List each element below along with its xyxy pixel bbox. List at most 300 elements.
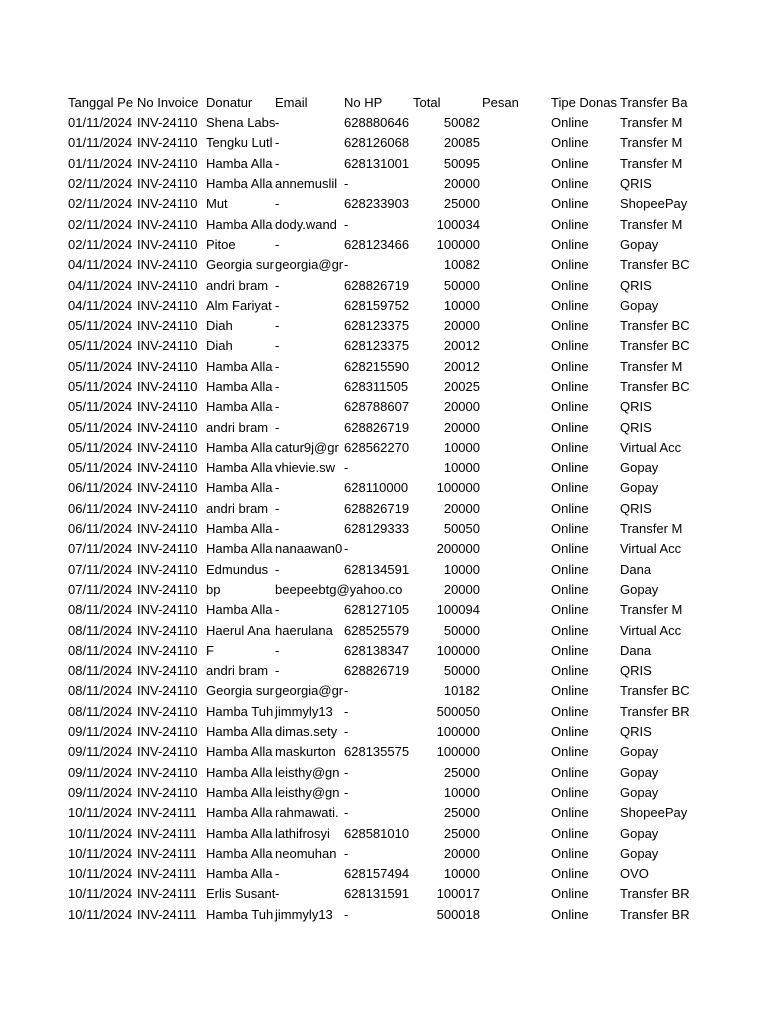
cell-phone: 628126068	[344, 135, 410, 151]
cell-type: Online	[551, 460, 589, 476]
cell-type: Online	[551, 805, 589, 821]
cell-invoice: INV-24110	[137, 236, 198, 252]
cell-phone: 628159752	[344, 297, 410, 313]
cell-donor: F	[206, 642, 214, 658]
cell-type: Online	[551, 480, 589, 496]
table-row	[68, 275, 688, 295]
table-row	[68, 661, 688, 681]
cell-invoice: INV-24110	[137, 724, 198, 740]
cell-type: Online	[551, 886, 589, 902]
cell-transfer: Transfer BC	[620, 318, 690, 334]
cell-donor: Georgia sur	[206, 257, 274, 273]
cell-email: georgia@gr	[275, 683, 344, 699]
cell-message	[482, 154, 551, 174]
cell-type: Online	[551, 683, 589, 699]
cell-date: 07/11/2024	[68, 561, 133, 577]
cell-phone: 628581010	[344, 825, 410, 841]
cell-date: 08/11/2024	[68, 642, 133, 658]
cell-email: -	[275, 561, 280, 577]
cell-type: Online	[551, 115, 589, 131]
cell-email: haerulana	[275, 622, 333, 638]
cell-donor: andri bram	[206, 663, 269, 679]
cell-date: 06/11/2024	[68, 521, 133, 537]
cell-type: Online	[551, 602, 589, 618]
cell-phone: 628135575	[344, 744, 410, 760]
cell-invoice: INV-24110	[137, 744, 198, 760]
cell-total: 10000	[443, 784, 480, 800]
cell-transfer: Transfer BC	[620, 683, 690, 699]
cell-invoice: INV-24110	[137, 480, 198, 496]
cell-phone: 628129333	[344, 521, 410, 537]
cell-total: 50095	[443, 155, 480, 171]
table-row	[68, 214, 688, 234]
cell-phone: -	[344, 805, 349, 821]
cell-total: 10000	[443, 561, 480, 577]
cell-type: Online	[551, 581, 589, 597]
cell-donor: andri bram	[206, 419, 269, 435]
table-row	[68, 499, 688, 519]
cell-email: dimas.sety	[275, 724, 338, 740]
cell-donor: Hamba Alla	[206, 866, 273, 882]
cell-donor: Hamba Alla	[206, 784, 273, 800]
cell-email: -	[275, 419, 280, 435]
column-header-invoice: No Invoice	[137, 94, 199, 110]
cell-date: 08/11/2024	[68, 622, 133, 638]
cell-message	[482, 194, 551, 214]
cell-date: 05/11/2024	[68, 338, 133, 354]
cell-total: 10000	[443, 866, 480, 882]
cell-total: 20000	[443, 581, 480, 597]
cell-type: Online	[551, 521, 589, 537]
cell-donor: Georgia sur	[206, 683, 274, 699]
cell-total: 10000	[443, 439, 480, 455]
cell-phone: 628562270	[344, 439, 410, 455]
table-row	[68, 357, 688, 377]
cell-invoice: INV-24111	[137, 805, 197, 821]
cell-transfer: QRIS	[620, 399, 652, 415]
cell-email: -	[275, 602, 280, 618]
cell-total: 100094	[436, 602, 480, 618]
cell-date: 07/11/2024	[68, 541, 133, 557]
cell-email: -	[275, 135, 280, 151]
cell-invoice: INV-24110	[137, 581, 198, 597]
cell-phone: -	[344, 683, 349, 699]
cell-date: 10/11/2024	[68, 886, 133, 902]
table-row	[68, 905, 688, 925]
cell-transfer: Gopay	[620, 825, 659, 841]
cell-email: -	[275, 236, 280, 252]
cell-phone: 628826719	[344, 277, 410, 293]
cell-email: -	[275, 297, 280, 313]
table-row	[68, 174, 688, 194]
cell-transfer: Transfer M	[620, 135, 683, 151]
cell-total: 25000	[443, 805, 480, 821]
table-row	[68, 600, 688, 620]
cell-email: neomuhan	[275, 845, 337, 861]
cell-invoice: INV-24110	[137, 196, 198, 212]
cell-invoice: INV-24110	[137, 257, 198, 273]
cell-invoice: INV-24110	[137, 318, 198, 334]
cell-date: 05/11/2024	[68, 460, 133, 476]
cell-invoice: INV-24110	[137, 135, 198, 151]
cell-date: 01/11/2024	[68, 115, 133, 131]
cell-invoice: INV-24110	[137, 663, 198, 679]
cell-email: -	[275, 886, 280, 902]
cell-phone: 628788607	[344, 399, 410, 415]
cell-type: Online	[551, 358, 589, 374]
cell-phone: -	[344, 541, 349, 557]
table-row	[68, 864, 688, 884]
cell-date: 09/11/2024	[68, 764, 133, 780]
cell-total: 20012	[443, 358, 480, 374]
cell-donor: Edmundus	[206, 561, 269, 577]
cell-transfer: QRIS	[620, 724, 652, 740]
cell-phone: 628525579	[344, 622, 410, 638]
table-row	[68, 113, 688, 133]
cell-transfer: QRIS	[620, 419, 652, 435]
cell-message	[482, 763, 551, 783]
cell-invoice: INV-24110	[137, 216, 198, 232]
cell-donor: bp	[206, 581, 221, 597]
column-header-date: Tanggal Pe	[68, 94, 134, 110]
cell-donor: Hamba Tuh	[206, 703, 274, 719]
cell-phone: 628826719	[344, 419, 410, 435]
cell-transfer: Transfer BC	[620, 257, 690, 273]
cell-donor: Mut	[206, 196, 228, 212]
cell-message	[482, 560, 551, 580]
cell-email: -	[275, 399, 280, 415]
cell-email: rahmawati.	[275, 805, 339, 821]
cell-phone: 628131591	[344, 886, 410, 902]
cell-invoice: INV-24111	[137, 845, 197, 861]
cell-date: 05/11/2024	[68, 399, 133, 415]
cell-invoice: INV-24110	[137, 277, 198, 293]
cell-message	[482, 519, 551, 539]
column-header-type: Tipe Donas	[551, 94, 617, 110]
cell-date: 01/11/2024	[68, 155, 133, 171]
cell-invoice: INV-24110	[137, 703, 198, 719]
cell-invoice: INV-24110	[137, 176, 198, 192]
cell-date: 04/11/2024	[68, 257, 133, 273]
cell-message	[482, 275, 551, 295]
cell-total: 25000	[443, 196, 480, 212]
table-row	[68, 823, 688, 843]
cell-total: 10082	[443, 257, 480, 273]
cell-type: Online	[551, 196, 589, 212]
cell-transfer: Transfer BC	[620, 379, 690, 394]
cell-transfer: Gopay	[620, 236, 659, 252]
cell-invoice: INV-24111	[137, 906, 197, 922]
column-header-phone: No HP	[344, 94, 383, 110]
cell-email: -	[275, 663, 280, 679]
cell-total: 500018	[436, 906, 480, 922]
cell-invoice: INV-24110	[137, 561, 198, 577]
cell-donor: Hamba Alla	[206, 379, 273, 394]
cell-date: 09/11/2024	[68, 744, 133, 760]
cell-message	[482, 661, 551, 681]
cell-email: -	[275, 115, 280, 131]
cell-invoice: INV-24110	[137, 399, 198, 415]
cell-email: -	[275, 379, 280, 394]
cell-total: 20000	[443, 419, 480, 435]
cell-date: 02/11/2024	[68, 176, 133, 192]
cell-donor: Pitoe	[206, 236, 236, 252]
cell-donor: Hamba Alla	[206, 764, 273, 780]
cell-type: Online	[551, 622, 589, 638]
cell-type: Online	[551, 399, 589, 415]
cell-type: Online	[551, 642, 589, 658]
cell-donor: Hamba Alla	[206, 439, 273, 455]
cell-type: Online	[551, 176, 589, 192]
cell-donor: Hamba Alla	[206, 480, 273, 496]
cell-invoice: INV-24110	[137, 683, 198, 699]
cell-total: 25000	[443, 825, 480, 841]
cell-date: 08/11/2024	[68, 703, 133, 719]
cell-invoice: INV-24110	[137, 541, 198, 557]
cell-phone: 628311505	[344, 379, 409, 394]
cell-type: Online	[551, 724, 589, 740]
cell-transfer: Virtual Acc	[620, 622, 682, 638]
cell-total: 100000	[436, 724, 480, 740]
cell-invoice: INV-24110	[137, 622, 198, 638]
cell-invoice: INV-24110	[137, 784, 198, 800]
cell-message	[482, 174, 551, 194]
cell-email: -	[275, 358, 280, 374]
cell-type: Online	[551, 439, 589, 455]
cell-type: Online	[551, 236, 589, 252]
cell-transfer: Transfer BC	[620, 338, 690, 354]
cell-message	[482, 641, 551, 661]
cell-date: 10/11/2024	[68, 805, 133, 821]
cell-type: Online	[551, 216, 589, 232]
column-header-email: Email	[275, 94, 308, 110]
cell-transfer: Transfer M	[620, 216, 683, 232]
table-row	[68, 641, 688, 661]
cell-total: 20000	[443, 176, 480, 192]
cell-donor: Diah	[206, 338, 233, 354]
cell-message	[482, 681, 551, 701]
cell-transfer: Dana	[620, 561, 652, 577]
cell-phone: -	[344, 176, 349, 192]
cell-message	[482, 133, 551, 153]
cell-email: beepeebtg@yahoo.co	[275, 581, 403, 597]
cell-invoice: INV-24111	[137, 866, 197, 882]
table-row	[68, 783, 688, 803]
cell-transfer: OVO	[620, 866, 649, 882]
table-row	[68, 133, 688, 153]
cell-email: -	[275, 480, 280, 496]
cell-email: maskurton	[275, 744, 336, 760]
cell-phone: 628157494	[344, 866, 410, 882]
cell-total: 100000	[436, 744, 480, 760]
cell-transfer: Transfer M	[620, 602, 683, 618]
cell-type: Online	[551, 135, 589, 151]
cell-total: 20000	[443, 845, 480, 861]
cell-transfer: Gopay	[620, 744, 659, 760]
cell-date: 10/11/2024	[68, 825, 133, 841]
cell-message	[482, 336, 551, 356]
cell-donor: Hamba Alla	[206, 399, 273, 415]
cell-email: -	[275, 500, 280, 516]
cell-message	[482, 580, 551, 600]
cell-total: 50000	[443, 622, 480, 638]
cell-phone: -	[344, 703, 349, 719]
cell-donor: Hamba Alla	[206, 358, 273, 374]
table-row	[68, 255, 688, 275]
cell-type: Online	[551, 744, 589, 760]
cell-date: 02/11/2024	[68, 196, 133, 212]
cell-invoice: INV-24110	[137, 642, 198, 658]
cell-email: -	[275, 196, 280, 212]
cell-phone: -	[344, 764, 349, 780]
table-row	[68, 417, 688, 437]
cell-phone: 628233903	[344, 196, 410, 212]
column-header-total: Total	[413, 94, 441, 110]
cell-total: 100000	[436, 480, 480, 496]
cell-date: 05/11/2024	[68, 379, 133, 394]
table-row	[68, 194, 688, 214]
cell-phone: -	[344, 460, 349, 476]
cell-phone: 628826719	[344, 663, 410, 679]
cell-date: 08/11/2024	[68, 683, 133, 699]
cell-email: nanaawan0	[275, 541, 343, 557]
cell-donor: Hamba Alla	[206, 460, 273, 476]
cell-total: 100000	[436, 236, 480, 252]
cell-phone: 628123375	[344, 338, 410, 354]
cell-type: Online	[551, 500, 589, 516]
table-row	[68, 803, 688, 823]
cell-transfer: Gopay	[620, 581, 659, 597]
cell-message	[482, 600, 551, 620]
cell-transfer: Virtual Acc	[620, 439, 682, 455]
cell-date: 02/11/2024	[68, 216, 133, 232]
cell-message	[482, 844, 551, 864]
cell-email: -	[275, 338, 280, 354]
column-header-donor: Donatur	[206, 94, 253, 110]
cell-phone: 628880646	[344, 115, 410, 131]
spreadsheet	[68, 92, 688, 925]
cell-message	[482, 458, 551, 478]
cell-donor: andri bram	[206, 500, 269, 516]
cell-message	[482, 316, 551, 336]
cell-total: 50000	[443, 277, 480, 293]
cell-type: Online	[551, 318, 589, 334]
table-row	[68, 377, 688, 397]
table-row	[68, 397, 688, 417]
cell-donor: Hamba Alla	[206, 744, 273, 760]
table-row	[68, 316, 688, 336]
cell-invoice: INV-24110	[137, 460, 198, 476]
cell-transfer: ShopeePay	[620, 805, 688, 821]
cell-total: 25000	[443, 764, 480, 780]
cell-invoice: INV-24110	[137, 155, 198, 171]
table-row	[68, 702, 688, 722]
cell-type: Online	[551, 845, 589, 861]
cell-invoice: INV-24110	[137, 439, 198, 455]
cell-date: 08/11/2024	[68, 663, 133, 679]
cell-donor: Hamba Alla	[206, 805, 273, 821]
cell-invoice: INV-24110	[137, 602, 198, 618]
cell-message	[482, 803, 551, 823]
cell-donor: Hamba Alla	[206, 724, 273, 740]
cell-transfer: Virtual Acc	[620, 541, 682, 557]
cell-date: 07/11/2024	[68, 581, 133, 597]
table-row	[68, 620, 688, 640]
table-row	[68, 742, 688, 762]
cell-total: 20085	[443, 135, 480, 151]
cell-type: Online	[551, 703, 589, 719]
cell-message	[482, 742, 551, 762]
cell-transfer: Gopay	[620, 297, 659, 313]
cell-type: Online	[551, 297, 589, 313]
cell-message	[482, 884, 551, 904]
cell-transfer: QRIS	[620, 500, 652, 516]
cell-total: 50000	[443, 663, 480, 679]
cell-total: 100000	[436, 642, 480, 658]
table-row	[68, 763, 688, 783]
cell-message	[482, 113, 551, 133]
table-row	[68, 722, 688, 742]
cell-phone: -	[344, 257, 349, 273]
cell-phone: -	[344, 906, 349, 922]
cell-donor: Hamba Tuh	[206, 906, 274, 922]
cell-invoice: INV-24110	[137, 521, 198, 537]
cell-total: 100034	[436, 216, 480, 232]
cell-donor: Hamba Alla	[206, 155, 273, 171]
donation-table	[68, 92, 688, 925]
cell-email: leisthy@gn	[275, 764, 340, 780]
cell-transfer: Transfer BR	[620, 886, 690, 902]
cell-transfer: Transfer M	[620, 521, 683, 537]
cell-email: -	[275, 155, 280, 171]
cell-invoice: INV-24110	[137, 500, 198, 516]
table-row	[68, 539, 688, 559]
cell-message	[482, 357, 551, 377]
cell-email: vhievie.sw	[275, 460, 335, 476]
cell-invoice: INV-24111	[137, 886, 197, 902]
cell-donor: Hamba Alla	[206, 845, 273, 861]
cell-transfer: Transfer BR	[620, 906, 690, 922]
cell-type: Online	[551, 784, 589, 800]
header-row	[68, 92, 688, 113]
cell-total: 100017	[436, 886, 480, 902]
cell-donor: andri bram	[206, 277, 269, 293]
table-row	[68, 438, 688, 458]
cell-invoice: INV-24110	[137, 338, 198, 354]
cell-transfer: QRIS	[620, 277, 652, 293]
cell-message	[482, 296, 551, 316]
table-row	[68, 519, 688, 539]
table-row	[68, 681, 688, 701]
cell-total: 20000	[443, 500, 480, 516]
cell-type: Online	[551, 825, 589, 841]
cell-message	[482, 823, 551, 843]
cell-date: 04/11/2024	[68, 277, 133, 293]
cell-date: 10/11/2024	[68, 906, 133, 922]
cell-donor: Hamba Alla	[206, 176, 273, 192]
cell-message	[482, 905, 551, 925]
cell-message	[482, 620, 551, 640]
cell-invoice: INV-24110	[137, 419, 198, 435]
cell-message	[482, 478, 551, 498]
table-row	[68, 235, 688, 255]
cell-donor: Erlis Susant	[206, 886, 276, 902]
cell-email: leisthy@gn	[275, 784, 340, 800]
cell-invoice: INV-24110	[137, 115, 198, 131]
cell-total: 20000	[443, 399, 480, 415]
cell-message	[482, 397, 551, 417]
cell-transfer: Transfer BR	[620, 703, 690, 719]
